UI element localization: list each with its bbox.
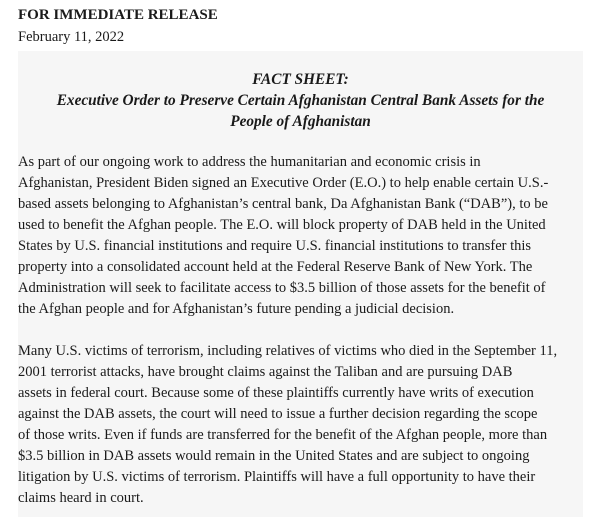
paragraph-victims-of-terrorism <box>18 341 583 509</box>
paragraph-line: States by U.S. financial institutions and require U.S. financial institutions to transfer this <box>18 238 532 254</box>
fact-sheet-title-line: Executive Order to Preserve Certain Afghanistan Central Bank Assets for the <box>56 92 545 109</box>
paragraph-line: of those writs. Even if funds are transferred for the benefit of the Afghan people, more than <box>18 427 548 443</box>
paragraph-line: litigation by U.S. victims of terrorism. Plaintiffs will have a full opportunity to have their <box>18 469 536 485</box>
fact-sheet-kicker: FACT SHEET: <box>252 71 349 88</box>
paragraph-line: the Afghan people and for Afghanistan’s future pending a judicial decision. <box>18 301 455 317</box>
paragraph-line: assets in federal court. Because some of these plaintiffs currently have writs of execution <box>18 385 534 401</box>
paragraph-line: 2001 terrorist attacks, have brought claims against the Taliban and are pursuing DAB <box>18 364 513 380</box>
paragraph-line: Administration will seek to facilitate access to $3.5 billion of those assets for the benefit of <box>18 280 546 296</box>
paragraph-line: against the DAB assets, the court will need to issue a further decision regarding the scope <box>18 406 538 422</box>
release-label: FOR IMMEDIATE RELEASE <box>18 7 218 23</box>
paragraph-line: Afghanistan, President Biden signed an Executive Order (E.O.) to help enable certain U.S.- <box>18 175 549 191</box>
fact-sheet-title-line: People of Afghanistan <box>230 113 371 130</box>
paragraph-line: $3.5 billion in DAB assets would remain in the United States and are subject to ongoing <box>18 448 530 464</box>
paragraph-line: property into a consolidated account held at the Federal Reserve Bank of New York. The <box>18 259 533 275</box>
paragraph-line: Many U.S. victims of terrorism, including relatives of victims who died in the September 11, <box>18 343 558 359</box>
paragraph-line: used to benefit the Afghan people. The E.O. will block property of DAB held in the United <box>18 217 546 233</box>
press-release <box>18 0 583 517</box>
fact-sheet-heading <box>18 69 583 132</box>
release-date: February 11, 2022 <box>18 29 125 45</box>
paragraph-line: claims heard in court. <box>18 490 144 506</box>
paragraph-line: As part of our ongoing work to address the humanitarian and economic crisis in <box>18 154 481 170</box>
paragraph-line: based assets belonging to Afghanistan’s central bank, Da Afghanistan Bank (“DAB”), to be <box>18 196 548 212</box>
paragraph-executive-order <box>18 152 583 320</box>
